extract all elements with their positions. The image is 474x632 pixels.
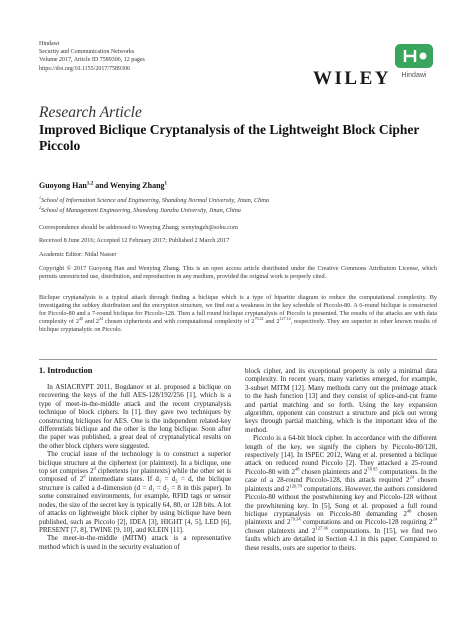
right-column (245, 367, 437, 552)
affiliation-text: School of Information Science and Engineering, Shandong Normal University, Jinan, China (41, 197, 270, 204)
affiliation-1 (39, 194, 270, 205)
abstract-text: Biclique cryptanalysis is a typical attack through finding a biclique which is a type of bipartite diagram to reduce the computational complexity. By investigating the subkey distribution and the encryption structure, we find out a weakness in the key schedule of Piccolo-80. A 6-round biclique is constructed for Piccolo-80 and a 7-round biclique for Piccolo-128. Then a full round biclique cryptanalysis of Piccolo is presented. The results of the attacks are with data complexity of 2 (39, 294, 437, 325)
author-separator: and (93, 181, 111, 190)
paragraph: The crucial issue of the technology is to construct a superior biclique structure at the ciphertext (or plaintext). In a biclique, one top set comprises 2$^d$ ciphertexts (or plaintexts) while the other set is composed of 2$^d$ intermediate states. If d₁ = d₂ = d, the biclique structure is called a d-dimension (d = d₁ = d₂ = 8 in this paper). In some constrained environments, for example, RFID tags or sensor nodes, the size of the secret key is typically 64, 80, or 128 bits. A lot of attacks on lightweight block cipher by using biclique have been published, such as Piccolo [2], IDEA [3], HIGHT [4, 5], LED [6], PRESENT [7, 8], TWINE [9, 10], and KLEIN [11]. (39, 450, 231, 534)
publication-dates: Received 8 June 2016; Accepted 12 February 2017; Published 2 March 2017 (39, 237, 230, 244)
publisher-name: Hindawi (39, 41, 60, 47)
correspondence-line: Correspondence should be addressed to Wenying Zhang; wenyingzh@sohu.com (39, 224, 238, 231)
left-column (39, 383, 231, 551)
exponent: 24 (99, 315, 104, 321)
author-name: Wenying Zhang (110, 181, 165, 190)
affiliation-text: School of Management Engineering, Shandong Jianzhu University, Jinan, China (41, 207, 241, 214)
wiley-logo: WILEY (313, 68, 391, 89)
journal-title: Security and Communication Networks (39, 49, 135, 56)
article-type: Research Article (39, 104, 142, 121)
affiliation-number: 2 (39, 204, 42, 210)
affiliation-number: 1 (39, 194, 42, 200)
volume-info: Volume 2017, Article ID 7589306, 12 pages (39, 57, 145, 64)
author-name: Guoyong Han (39, 181, 87, 190)
copyright-notice: Copyright © 2017 Guoyong Han and Wenying Zhang. This is an open access article distributed under the Creative Commons Attribution License, which permits unrestricted use, distribution, and reproduction in any medium, provided the original work is properly cited. (39, 265, 437, 280)
exponent: 79.22 (254, 315, 264, 321)
paragraph: Piccolo is a 64-bit block cipher. In accordance with the different length of the key, we signify the ciphers by Piccolo-80/128, respectively [14]. In ISPEC 2012, Wang et al. presented a biclique attack on reduced round Piccolo [2]. They attacked a 25-round Piccolo-80 with $2^{48}$ chosen plaintexts and $2^{78.95}$ computations. In the case of a 28-round Piccolo-128, this attack required $2^{24}$ chosen plaintexts and $2^{126.79}$ computations. However, the authors considered Piccolo-80 without the postwhitening key and Piccolo-128 without the prewhitening key. In [5], Song et al. proposed a full round biclique cryptanalysis on Piccolo-80 demanding $2^{48}$ chosen plaintexts and $2^{79.34}$ computations and on Piccolo-128 requiring $2^{24}$ chosen plaintexts and $2^{127.36}$ computations. In [15], we find two faults which are detailed in Section 4.1 in this paper. Compared to these results, ours are superior to theirs. (245, 434, 437, 552)
affiliation-2 (39, 204, 241, 215)
exponent: 40 (79, 315, 84, 321)
paper-title: Improved Biclique Cryptanalysis of the Lightweight Block Cipher Piccolo (39, 122, 420, 153)
journal-info (39, 40, 145, 73)
abstract (39, 294, 437, 334)
paragraph: The meet-in-the-middle (MITM) attack is a representative method which is used in the security evaluation of (39, 534, 231, 551)
paragraph: block cipher, and its exceptional property is only a minimal data complexity. In recent years, many varieties emerged, for example, 3-subset MITM [12]. Many methods carry out the preimage attack to the hash function [13] and they consist of splice-and-cut frame and partial matching and so forth. Using the key expansion algorithm, opponent can construct a structure and pick out wrong keys through partial matching, which is the important idea of the method. (245, 367, 437, 434)
doi-link[interactable]: https://doi.org/10.1155/2017/7589306 (39, 65, 131, 72)
author-affiliation-mark: 1 (164, 180, 168, 187)
hindawi-wordmark: Hindawi (401, 72, 427, 79)
author-affiliation-mark: 1,2 (86, 180, 94, 187)
abstract-text: , respectively. They are superior to other known results of biclique cryptanalytic on Piccolo. (39, 318, 437, 333)
section-divider (39, 359, 437, 360)
exponent: 127.14 (279, 315, 291, 321)
abstract-text: and 2 (83, 318, 100, 325)
author-list (39, 181, 167, 190)
academic-editor: Academic Editor: Nidal Nasser (39, 251, 117, 258)
paragraph: In ASIACRYPT 2011, Bogdanov et al. proposed a biclique on recovering the keys of the full AES-128/192/256 [1], which is a type of meet-in-the-middle attack and the recent cryptanalysis technique of block ciphers. In [1], they gave two techniques by constructing bicliques for AES. One is the independent related-key differentials biclique and the other is the long biclique. Soon after the paper was published, a great deal of cryptanalytical results on the other block ciphers were suggested. (39, 383, 231, 450)
abstract-text: and 2 (263, 318, 280, 325)
section-heading-introduction: 1. Introduction (39, 366, 93, 375)
abstract-text: chosen ciphertexts and with computational complexity of 2 (103, 318, 255, 325)
